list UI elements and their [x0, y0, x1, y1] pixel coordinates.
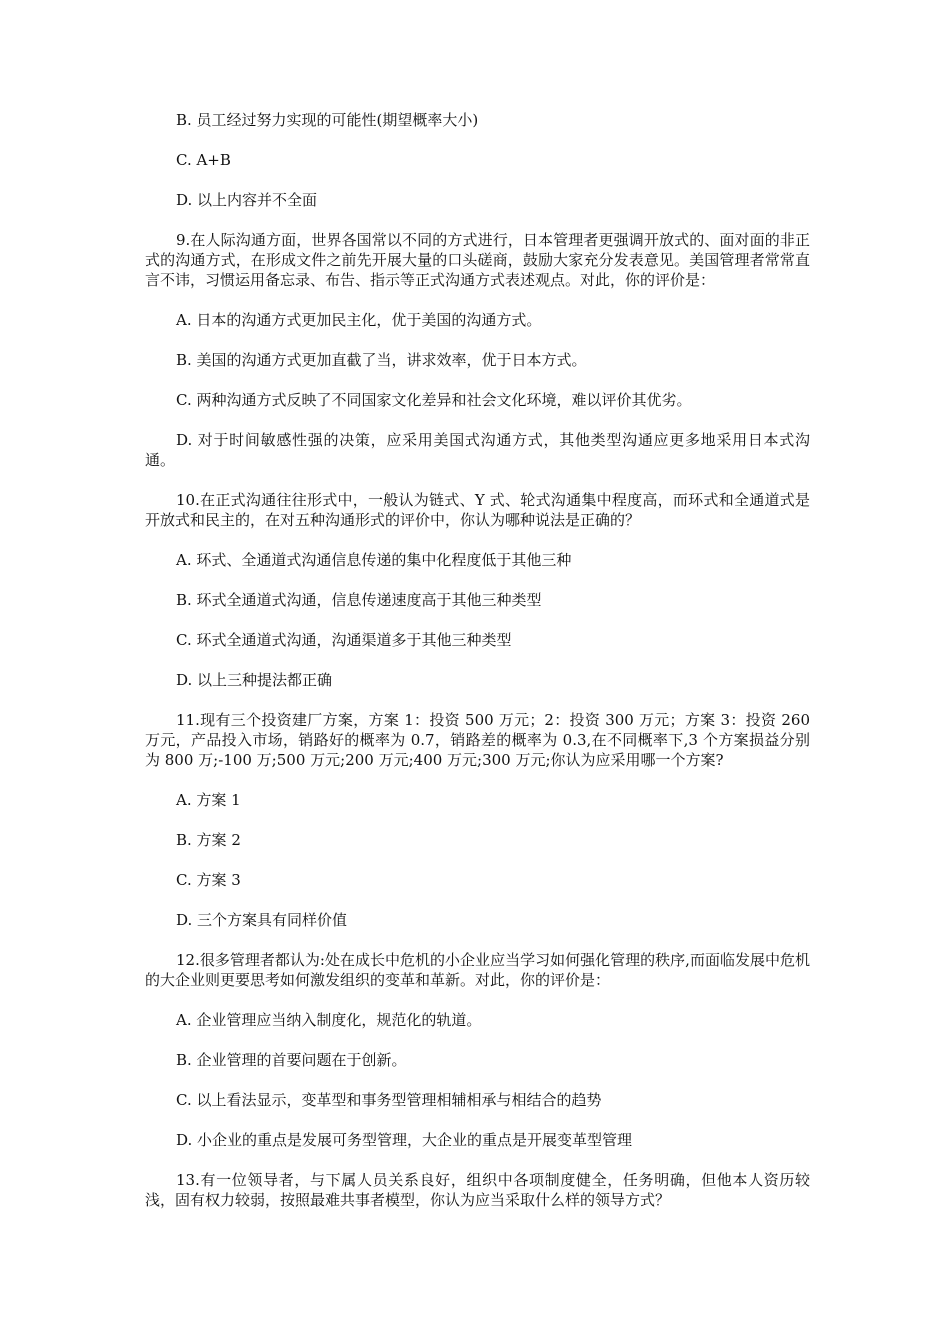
option-10c: C. 环式全通道式沟通，沟通渠道多于其他三种类型 [176, 631, 512, 649]
option-10b: B. 环式全通道式沟通，信息传递速度高于其他三种类型 [176, 591, 542, 609]
option-11d: D. 三个方案具有同样价值 [176, 911, 348, 929]
option-10a: A. 环式、全通道式沟通信息传递的集中化程度低于其他三种 [176, 551, 572, 569]
option-9c: C. 两种沟通方式反映了不同国家文化差异和社会文化环境，难以评价其优劣。 [176, 391, 692, 409]
option-12b: B. 企业管理的首要问题在于创新。 [176, 1051, 407, 1069]
option-12d: D. 小企业的重点是发展可务型管理，大企业的重点是开展变革型管理 [176, 1131, 633, 1149]
option-12c: C. 以上看法显示，变革型和事务型管理相辅相承与相结合的趋势 [176, 1091, 602, 1109]
question-11: 11.现有三个投资建厂方案，方案 1：投资 500 万元；2：投资 300 万元；方案 3：投资 260 万元，产品投入市场，销路好的概率为 0.7，销路差的概率为 0.3,在不同概率下,3 个方案损益分别为 800 万;-100 万;500 万元;200 万元;400 万元;300 万元;你认为应采用哪一个方案? [145, 711, 810, 769]
option-8b: B. 员工经过努力实现的可能性(期望概率大小) [176, 111, 479, 129]
document-page [145, 110, 810, 1230]
option-8c: C. A+B [176, 151, 231, 169]
question-12: 12.很多管理者都认为:处在成长中危机的小企业应当学习如何强化管理的秩序,而面临发展中危机的大企业则更要思考如何激发组织的变革和革新。对此，你的评价是： [145, 951, 810, 989]
option-11a: A. 方案 1 [176, 791, 241, 809]
option-12a: A. 企业管理应当纳入制度化，规范化的轨道。 [176, 1011, 482, 1029]
option-9d: D. 对于时间敏感性强的决策，应采用美国式沟通方式，其他类型沟通应更多地采用日本式沟通。 [145, 431, 810, 469]
option-11c: C. 方案 3 [176, 871, 241, 889]
question-9: 9.在人际沟通方面，世界各国常以不同的方式进行，日本管理者更强调开放式的、面对面的非正式的沟通方式，在形成文件之前先开展大量的口头磋商，鼓励大家充分发表意见。美国管理者常常直言不讳，习惯运用备忘录、布告、指示等正式沟通方式表述观点。对此，你的评价是： [145, 231, 810, 289]
option-9b: B. 美国的沟通方式更加直截了当，讲求效率，优于日本方式。 [176, 351, 587, 369]
question-13: 13.有一位领导者，与下属人员关系良好，组织中各项制度健全，任务明确，但他本人资历较浅，固有权力较弱，按照最难共事者模型，你认为应当采取什么样的领导方式？ [145, 1171, 810, 1209]
option-10d: D. 以上三种提法都正确 [176, 671, 333, 689]
question-10: 10.在正式沟通往往形式中，一般认为链式、Y 式、轮式沟通集中程度高，而环式和全通道式是开放式和民主的，在对五种沟通形式的评价中，你认为哪种说法是正确的？ [145, 491, 810, 529]
option-11b: B. 方案 2 [176, 831, 241, 849]
option-8d: D. 以上内容并不全面 [176, 191, 318, 209]
option-9a: A. 日本的沟通方式更加民主化，优于美国的沟通方式。 [176, 311, 542, 329]
